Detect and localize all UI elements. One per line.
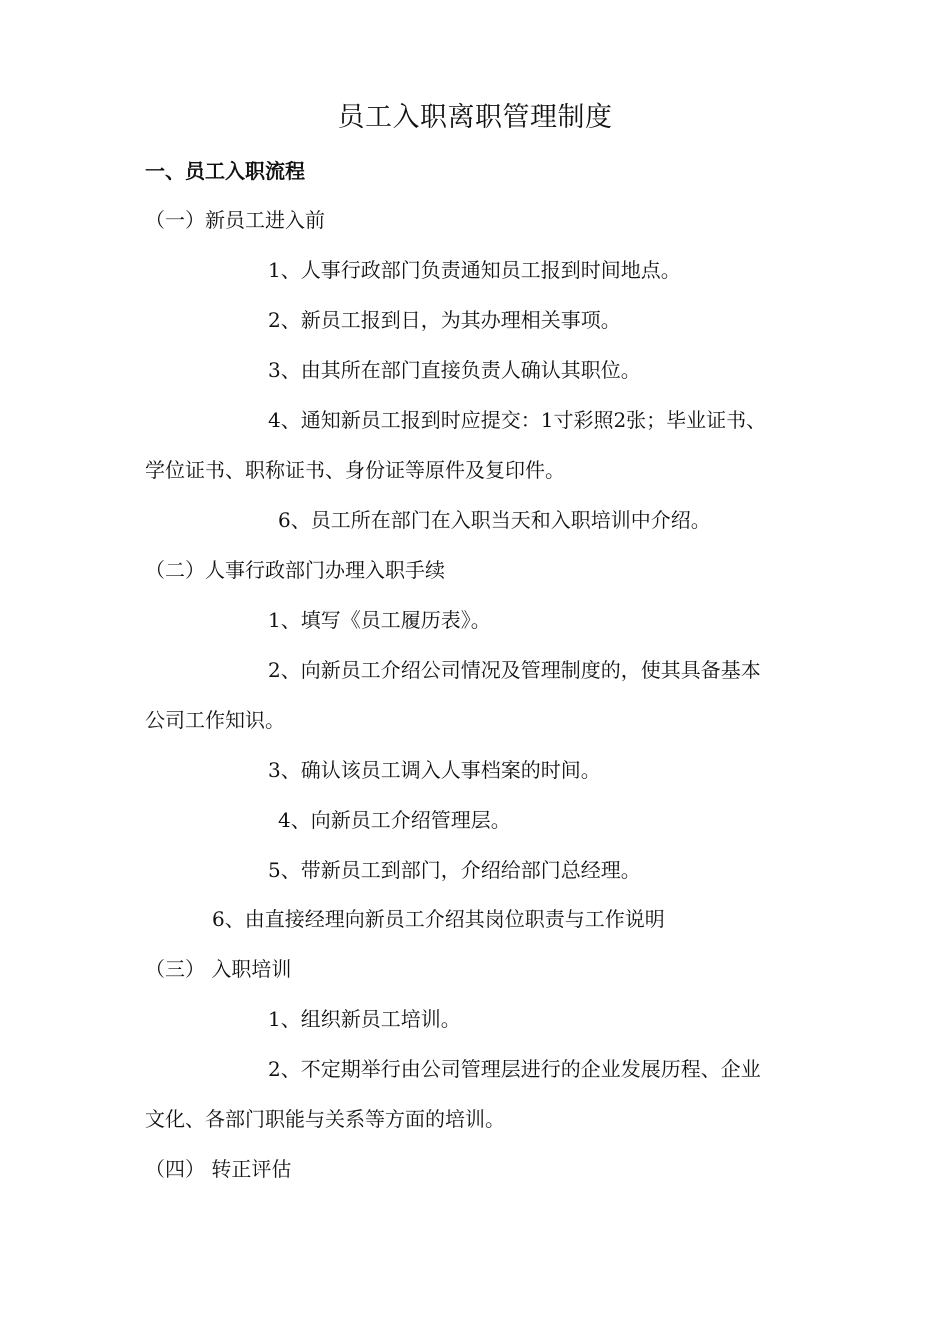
subsection-hr-procedures: （二）人事行政部门办理入职手续 xyxy=(145,558,445,582)
paragraph-line: 6、由直接经理向新员工介绍其岗位职责与工作说明 xyxy=(212,907,665,931)
paragraph-line: 5、带新员工到部门，介绍给部门总经理。 xyxy=(268,858,641,882)
paragraph-line: 公司工作知识。 xyxy=(145,708,285,732)
subsection-before-entry: （一）新员工进入前 xyxy=(145,208,325,232)
subsection-training: （三） 入职培训 xyxy=(145,957,292,981)
document-title: 员工入职离职管理制度 xyxy=(337,102,613,133)
paragraph-line: 4、通知新员工报到时应提交：1寸彩照2张；毕业证书、 xyxy=(268,408,767,432)
subsection-probation-review: （四） 转正评估 xyxy=(145,1157,292,1181)
paragraph-line: 文化、各部门职能与关系等方面的培训。 xyxy=(145,1107,505,1131)
paragraph-line: 2、新员工报到日，为其办理相关事项。 xyxy=(268,308,621,332)
paragraph-line: 4、向新员工介绍管理层。 xyxy=(278,808,511,832)
paragraph-line: 1、填写《员工履历表》。 xyxy=(268,608,491,632)
paragraph-line: 2、向新员工介绍公司情况及管理制度的，使其具备基本 xyxy=(268,658,761,682)
paragraph-line: 2、不定期举行由公司管理层进行的企业发展历程、企业 xyxy=(268,1057,761,1081)
paragraph-line: 3、确认该员工调入人事档案的时间。 xyxy=(268,758,601,782)
paragraph-line: 1、人事行政部门负责通知员工报到时间地点。 xyxy=(268,258,681,282)
paragraph-line: 1、组织新员工培训。 xyxy=(268,1007,461,1031)
paragraph-line: 3、由其所在部门直接负责人确认其职位。 xyxy=(268,358,641,382)
paragraph-line: 学位证书、职称证书、身份证等原件及复印件。 xyxy=(145,458,565,482)
paragraph-line: 6、员工所在部门在入职当天和入职培训中介绍。 xyxy=(278,508,711,532)
section-heading-onboarding: 一、员工入职流程 xyxy=(145,159,305,183)
